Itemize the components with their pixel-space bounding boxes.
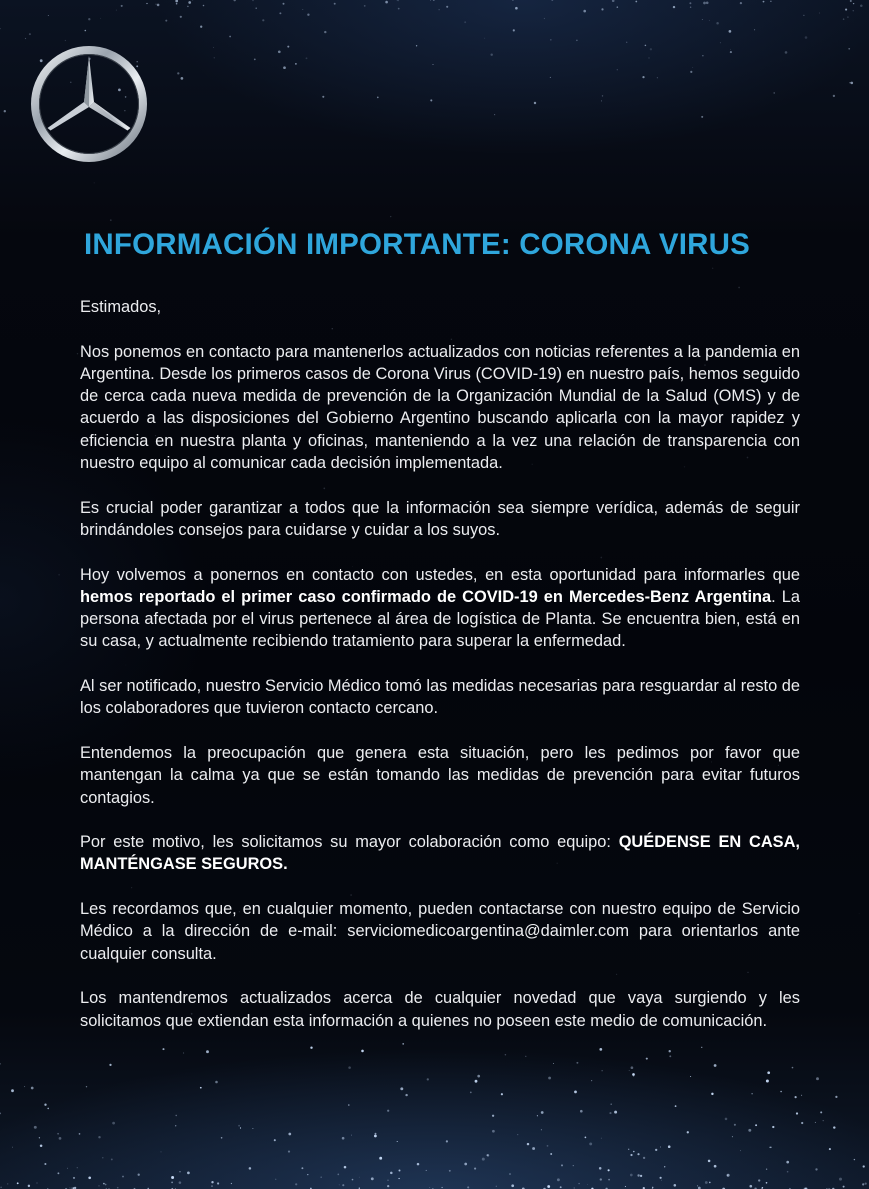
paragraph: Al ser notificado, nuestro Servicio Médico tomó las medidas necesarias para resguardar al resto de los colaboradores que tuvieron contacto cercano. — [80, 677, 800, 718]
page-title: INFORMACIÓN IMPORTANTE: CORONA VIRUS — [84, 228, 751, 261]
highlight-text: hemos reportado el primer caso confirmado de COVID-19 en Mercedes-Benz Argentina — [80, 587, 772, 606]
paragraph: Es crucial poder garantizar a todos que la información sea siempre verídica, además de seguir brindándoles consejos para cuidarse y cuidar a los suyos. — [80, 498, 800, 539]
paragraph — [80, 898, 800, 965]
paragraph-text: Les recordamos que, en cualquier momento, pueden contactarse con nuestro equipo de Servicio Médico a la dirección de e-mail: — [80, 900, 800, 941]
paragraph-text: . La persona afectada por el virus pertenece al área de logística de Planta. Se encuentra bien, está en su casa, y actualmente recibiendo tratamiento para superar la enfermedad. — [80, 587, 800, 651]
email-address: serviciomedicoargentina@daimler.com — [347, 922, 629, 941]
paragraph — [80, 564, 800, 653]
paragraph — [80, 831, 800, 876]
paragraph: Entendemos la preocupación que genera esta situación, pero les pedimos por favor que mantengan la calma ya que se están tomando las medidas de prevención para evitar futuros contagios. — [80, 743, 800, 807]
paragraph: Nos ponemos en contacto para mantenerlos actualizados con noticias referentes a la pandemia en Argentina. Desde los primeros casos de Corona Virus (COVID-19) en nuestro país, hemos seguido de cerca cada nueva medida de prevención de la Organización Mundial de la Salud (OMS) y de acuerdo a las disposiciones del Gobierno Argentino buscando aplicarla con la mayor rapidez y eficiencia en nuestra planta y oficinas, manteniendo a la vez una relación de transparencia con nuestro equipo al comunicar cada decisión implementada. — [80, 342, 800, 473]
paragraph-text: Por este motivo, les solicitamos su mayor colaboración como equipo: — [80, 833, 619, 852]
paragraph-text: para orientarlos ante cualquier consulta. — [80, 922, 800, 963]
mercedes-benz-star-icon — [30, 45, 148, 163]
paragraph-text: Hoy volvemos a ponernos en contacto con ustedes, en esta oportunidad para informarles que — [80, 565, 800, 584]
highlight-text: QUÉDENSE EN CASA, MANTÉNGASE SEGUROS. — [80, 833, 800, 874]
greeting: Estimados, — [80, 298, 162, 316]
letter-body — [80, 296, 800, 1032]
paragraph: Los mantendremos actualizados acerca de cualquier novedad que vaya surgiendo y les solicitamos que extiendan esta información a quienes no poseen este medio de comunicación. — [80, 989, 800, 1030]
